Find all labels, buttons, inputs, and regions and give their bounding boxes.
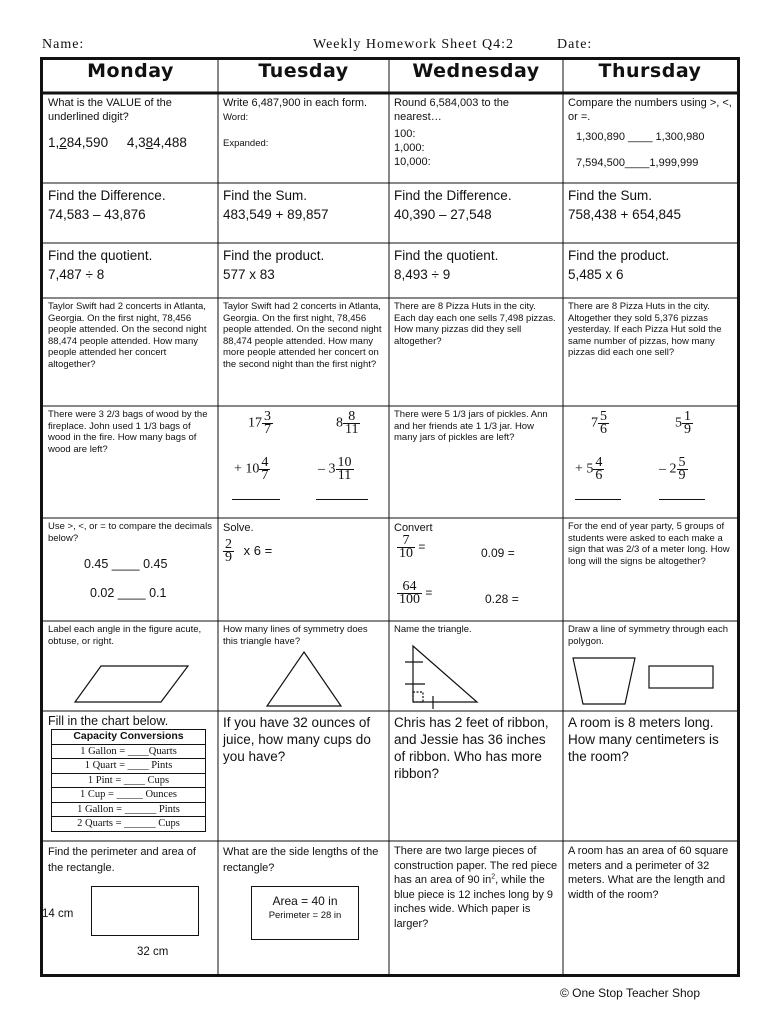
thu-compare [563,94,737,183]
thu-room-area-problem: A room has an area of 60 square meters and a perimeter of 32 meters. What are the length and width of the room? [568,845,729,901]
convert-label: Convert [394,522,433,534]
homework-table [40,57,740,977]
wed-paper-problem: There are two large pieces of construction paper. The red piece has an area of 90 $in^2$, while the blue piece is 12 inches long by 9 inches wide. Which paper is larger? [394,845,558,930]
bottom-length-label: 32 cm [137,946,169,958]
compare-a: 1,300,890 ____ 1,300,980 [576,131,705,143]
underlined-numbers [48,137,213,149]
mon-place-value [43,94,218,183]
prompt: Fill in the chart below. [48,714,169,728]
table-row: 1 Quart = ____ Pints [52,759,206,774]
mon-capacity-chart [43,712,218,841]
compare-a: 0.45 ____ 0.45 [84,557,168,572]
wed-quotient: Find the quotient. 8,493 ÷ 9 [394,248,499,282]
sheet-title: Weekly Homework Sheet Q4:2 [313,37,514,52]
polygons-figure [571,654,731,706]
name-label: Name: [42,37,85,52]
prompt: Label each angle in the figure acute, obtuse, or right. [48,624,202,647]
area-label: Area = 40 in [272,894,338,908]
tue-solve [218,519,389,621]
prompt: Find the perimeter and area of the rectangle. [48,846,196,874]
mixed-number-1: 17 $\frac{3}{7}$ [248,409,271,437]
answer-line [575,499,621,500]
prompt: How many lines of symmetry does this triangle have? [223,624,368,647]
thu-symmetry-polygons [563,622,737,711]
prompt: What are the side lengths of the rectangle? [223,846,379,874]
tue-product: Find the product. 577 x 83 [223,248,325,282]
prompt: Use >, <, or = to compare the decimals below? [48,521,212,544]
mon-wood-problem: There were 3 2/3 bags of wood by the fireplace. John used 1 1/3 bags of wood in the fire. How many bags of wood are left? [48,409,208,455]
side-length-label: 14 cm [42,908,74,920]
fraction-2: $\frac{64}{100}$ = [399,579,433,607]
capacity-table [51,729,206,832]
mon-quotient: Find the quotient. 7,487 ÷ 8 [48,248,153,282]
copyright-footer: © One Stop Teacher Shop [559,986,700,1000]
round-1000: 1,000: [394,142,425,154]
solve-expression: $\frac{2}{9}$ x 6 = [225,537,273,565]
mon-angles [43,622,218,711]
perimeter-label: Perimeter = 28 in [268,910,342,921]
table-row: 1 Pint = ____ Cups [52,773,206,788]
mixed-number-4: – 2 $\frac{5}{9}$ [659,455,686,483]
parallelogram-figure [73,664,193,706]
tue-juice-problem: If you have 32 ounces of juice, how many cups do you have? [223,715,371,764]
rectangle-figure [91,886,199,936]
mon-difference: Find the Difference. 74,583 – 43,876 [48,188,166,222]
word-label: Word: [223,112,249,123]
mixed-number-4: – 3 $\frac{10}{11}$ [318,455,352,483]
thu-sum: Find the Sum. 758,438 + 654,845 [568,188,681,222]
wed-rounding [389,94,563,183]
decimal-2: 0.28 = [485,592,519,606]
mixed-number-2: 5 $\frac{1}{9}$ [675,409,691,437]
mixed-number-3: + 5 $\frac{4}{6}$ [575,455,603,483]
date-label: Date: [557,37,593,52]
prompt: Round 6,584,003 to the nearest… [394,97,509,123]
prompt: Name the triangle. [394,624,472,635]
mixed-number-2: 8 $\frac{8}{11}$ [336,409,359,437]
thu-word-problem: There are 8 Pizza Huts in the city. Altogether they sold 5,376 pizzas yesterday. If each Pizza Hut sold the same number of pizzas, how many pizzas did each one sell? [568,301,722,359]
table-row: 1 Gallon = ____Quarts [52,744,206,759]
day-wednesday: Wednesday [412,60,540,82]
wed-pickles-problem: There were 5 1/3 jars of pickles. Ann and her friends ate 1 1/3 jar. How many jars of pickles are left? [394,409,548,444]
expanded-label: Expanded: [223,138,269,149]
right-triangle-figure [403,638,483,710]
solve-label: Solve. [223,522,254,534]
compare-b: 7,594,500____1,999,999 [576,157,699,169]
prompt: What is the VALUE of the underlined digit? [48,97,172,123]
triangle-figure [264,650,344,708]
mixed-number-3: + 10 $\frac{4}{7}$ [234,455,269,483]
answer-line [659,499,705,500]
table-row: 1 Cup = _____ Ounces [52,788,206,803]
tue-word-problem: Taylor Swift had 2 concerts in Atlanta, Georgia. On the first night, 78,456 people attended. On the second night 88,474 people attended. How many more people attended her concert on the second night than the first night? [223,301,382,370]
day-tuesday: Tuesday [258,60,349,82]
wed-name-triangle [389,622,563,711]
round-100: 100: [394,128,416,140]
wed-difference: Find the Difference. 40,390 – 27,548 [394,188,512,222]
mon-word-problem: Taylor Swift had 2 concerts in Atlanta, Georgia. On the first night, 78,456 people attended. On the second night 88,474 people attended. How many people attended her concert altogether? [48,301,207,370]
table-row: 1 Gallon = ______ Pints [52,802,206,817]
prompt: Compare the numbers using >, <, or =. [568,97,732,123]
wed-word-problem: There are 8 Pizza Huts in the city. Each day each one sells 7,498 pizzas. How many pizzas did they sell altogether? [394,301,556,347]
number-2: 4,384,488 [126,135,187,150]
tue-sum: Find the Sum. 483,549 + 89,857 [223,188,329,222]
day-thursday: Thursday [598,60,702,82]
round-10000: 10,000: [394,156,431,168]
fraction-1: $\frac{7}{10}$ = [399,533,426,561]
prompt: Draw a line of symmetry through each polygon. [568,624,728,647]
tue-side-lengths [218,842,389,974]
thu-product: Find the product. 5,485 x 6 [568,248,670,282]
capacity-title: Capacity Conversions [52,730,206,745]
answer-line [316,499,368,500]
rectangle-shape [649,666,713,688]
decimal-1: 0.09 = [481,546,515,560]
area-rectangle [251,886,359,940]
thu-party-problem: For the end of year party, 5 groups of students were asked to each make a sign that was 2/3 of a meter long. How long will the signs be altogether? [568,521,730,567]
mon-perimeter-area [43,842,218,974]
number-1: 1,284,590 [48,135,109,150]
thu-mixed-numbers [563,407,737,518]
day-monday: Monday [87,60,174,82]
mon-decimal-compare [43,519,218,621]
tue-mixed-numbers [218,407,389,518]
answer-line [232,499,280,500]
compare-b: 0.02 ____ 0.1 [90,586,167,601]
mixed-number-1: 7 $\frac{5}{6}$ [591,409,607,437]
thu-room-problem: A room is 8 meters long. How many centimeters is the room? [568,715,719,764]
prompt: Write 6,487,900 in each form. [223,97,368,109]
wed-convert [389,519,563,621]
wed-ribbon-problem: Chris has 2 feet of ribbon, and Jessie has 36 inches of ribbon. Who has more ribbon? [394,715,549,781]
tue-symmetry [218,622,389,711]
trapezoid-shape [573,658,635,704]
table-row: 2 Quarts = ______ Cups [52,817,206,832]
tue-number-forms [218,94,389,183]
